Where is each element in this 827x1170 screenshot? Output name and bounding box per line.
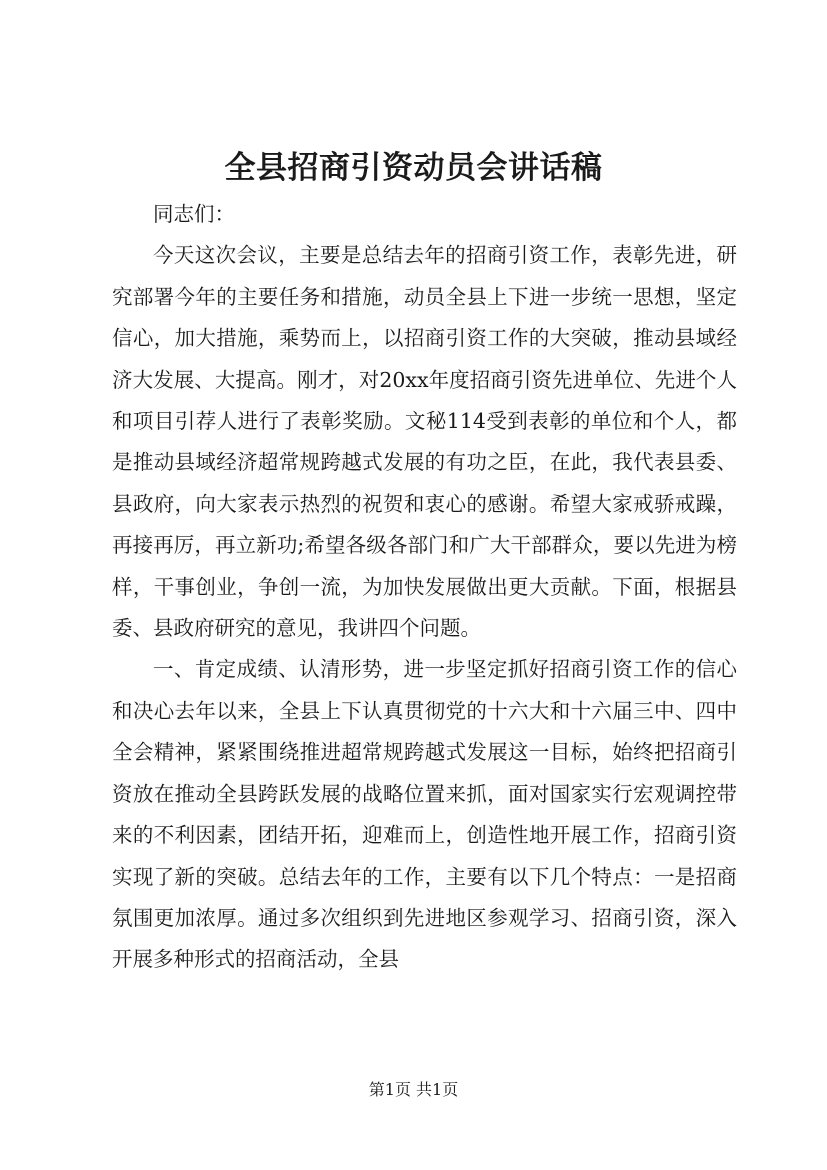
page-footer: 第1页 共1页 — [368, 1080, 459, 1099]
document-body — [112, 194, 737, 981]
paragraph-2: 一、肯定成绩、认清形势，进一步坚定抓好招商引资工作的信心和决心去年以来，全县上下认真贯彻党的十六大和十六届三中、四中全会精神，紧紧围绕推进超常规跨越式发展这一目标，始终把招商引资放在推动全县跨跃发展的战略位置来抓，面对国家实行宏观调控带来的不利因素，团结开拓，迎难而上，创造性地开展工作，招商引资实现了新的突破。总结去年的工作，主要有以下几个特点：一是招商氛围更加浓厚。通过多次组织到先进地区参观学习、招商引资，深入开展多种形式的招商活动，全县 — [112, 657, 737, 972]
document-title: 全县招商引资动员会讲话稿 — [224, 150, 603, 186]
paragraph-1: 今天这次会议，主要是总结去年的招商引资工作，表彰先进，研究部署今年的主要任务和措施，动员全县上下进一步统一思想，坚定信心，加大措施，乘势而上，以招商引资工作的大突破，推动县域经济大发展、大提高。刚才，对20xx年度招商引资先进单位、先进个人和项目引荐人进行了表彰奖励。文秘114受到表彰的单位和个人，都是推动县域经济超常规跨越式发展的有功之臣，在此，我代表县委、县政府，向大家表示热烈的祝贺和衷心的感谢。希望大家戒骄戒躁，再接再厉，再立新功;希望各级各部门和广大干部群众，要以先进为榜样，干事创业，争创一流，为加快发展做出更大贡献。下面，根据县委、县政府研究的意见，我讲四个问题。 — [112, 243, 737, 641]
salutation: 同志们： — [153, 202, 235, 226]
